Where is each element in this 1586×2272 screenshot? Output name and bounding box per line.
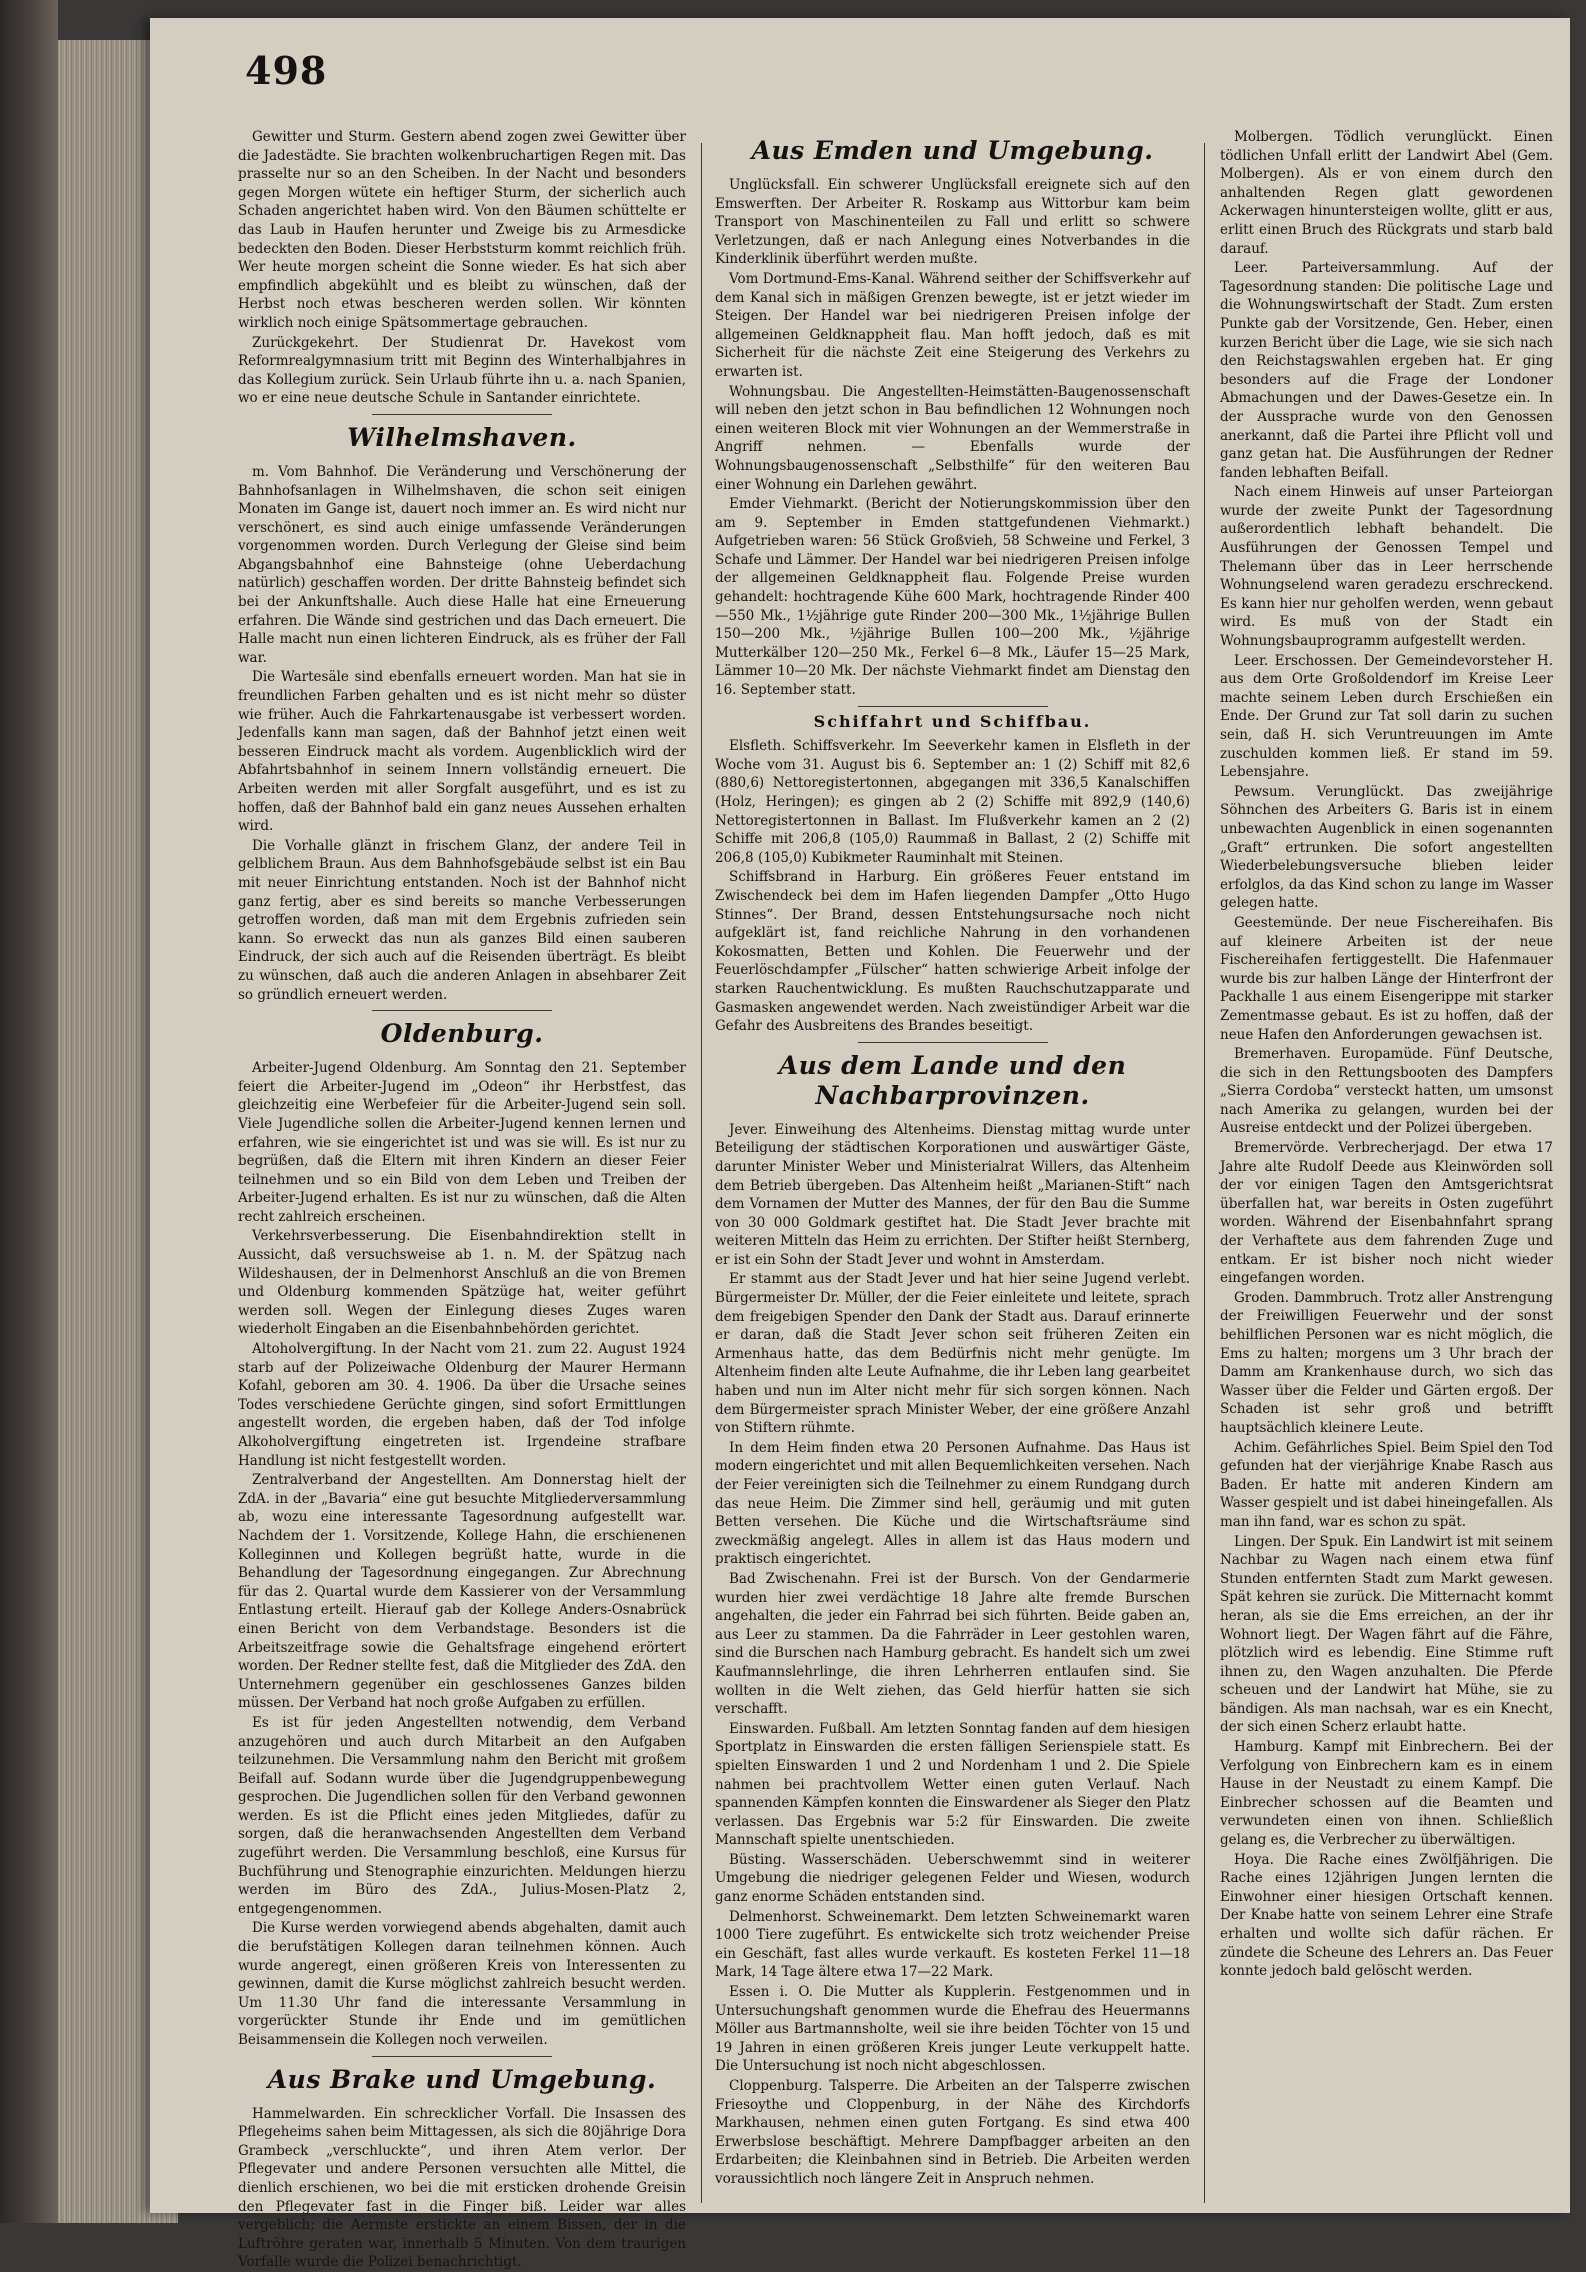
section-heading: Wilhelmshaven. [347, 422, 577, 452]
section-heading: Aus Brake und Umgebung. [267, 2064, 657, 2094]
article: Molbergen. Tödlich verunglückt. Einen tödlichen Unfall erlitt der Landwirt Abel (Gem. Molbergen). Als er von einem durch den anhaltenden Regen glatt gewordenen Ackerwagen hinuntersteigen wollte, glitt er aus, erlitt einen Bruch des Rückgrats und starb bald darauf. [1220, 129, 1553, 257]
article: Zentralverband der Angestellten. Am Donnerstag hielt der ZdA. in der „Bavaria“ eine gut besuchte Mitgliederversammlung ab, wozu eine interessante Tagesordnung aufgestellt war. Nachdem der 1. Vorsitzende, Kollege Hahn, die erschienenen Kolleginnen und Kollegen begrüßt hatte, wurde in die Behandlung der Tagesordnung eingegangen. Zur Abrechnung für das 2. Quartal wurde dem Kassierer von der Versammlung Entlastung erteilt. Hierauf gab der Kollege Anders-Osnabrück einen Bericht von dem Verbandstage. Besonders ist die Arbeitszeitfrage sowie die Gehaltsfrage eingehend erörtert worden. Der Redner stellte fest, daß die Mitglieder des ZdA. den Unternehmern gegenüber ein geschlossenes Ganzes bilden müssen. Der Verband hat noch große Aufgaben zu erfüllen. [238, 1472, 686, 1712]
article: Pewsum. Verunglückt. Das zweijährige Söhnchen des Arbeiters G. Baris ist in einem unbewachten Augenblick in einen sogenannten „Graft“ ertrunken. Die sofort angestellten Wiederbelebungsversuche blieben leider erfolglos, da das Kind schon zu lange im Wasser gelegen hatte. [1220, 783, 1553, 912]
article: Hamburg. Kampf mit Einbrechern. Bei der Verfolgung von Einbrechern kam es in einem Hause in der Neustadt zu einem Kampf. Die Einbrecher schossen auf die Beamten und verwundeten einen von ihnen. Schließlich gelang es, die Verbrecher zu überwältigen. [1220, 1739, 1553, 1849]
article: Die Kurse werden vorwiegend abends abgehalten, damit auch die berufstätigen Kollegen daran teilnehmen können. Auch wurde angeregt, einen größeren Kreis von Interessenten zu gewinnen, damit die Kurse möglichst zahlreich besucht werden. Um 11.30 Uhr fand die interessante Versammlung in vorgerückter Stunde ihr Ende und im gemütlichen Beisammensein die Kollegen noch verweilen. [238, 1920, 686, 2048]
article: Hammelwarden. Ein schrecklicher Vorfall. Die Insassen des Pflegeheims sahen beim Mittagessen, als sich die 80jährige Dora Grambeck „verschluckte“, und ihren Atem verlor. Der Pflegevater und andere Personen versuchten alle Mittel, die dienlich erschienen, wo bei die mit ersticken drohende Greisin den Pflegevater fast in die Finger biß. Leider war alles vergeblich; die Aermste erstickte an einem Bissen, der in die Luftröhre geraten war, innerhalb 5 Minuten. Von dem traurigen Vorfalle wurde die Polizei benachrichtigt. [238, 2105, 686, 2271]
divider [372, 1010, 551, 1011]
article: Verkehrsverbesserung. Die Eisenbahndirektion stellt in Aussicht, daß versuchsweise ab 1. n. M. der Spätzug nach Wildeshausen, der in Delmenhorst Anschluß an die von Bremen und Oldenburg kommenden Spätzüge hat, weiter geführt werden soll. Wegen der Einlegung dieses Zuges waren wiederholt Eingaben an die Eisenbahnbehörden gerichtet. [238, 1228, 686, 1338]
article: Es ist für jeden Angestellten notwendig, dem Verband anzugehören und auch durch Mitarbeit an den Aufgaben teilzunehmen. Die Versammlung nahm den Bericht mit großem Beifall auf. Sodann wurde über die Jugendgruppenbewegung gesprochen. Die Jugendlichen sollen für den Verband gewonnen werden. Es ist die Pflicht eines jeden Mitgliedes, dafür zu sorgen, daß die heranwachsenden Angestellten dem Verband zugeführt werden. Die Versammlung beschloß, eine Kursus für Buchführung und Stenographie einzurichten. Meldungen hierzu werden im Büro des ZdA., Julius-Mosen-Platz 2, entgegengenommen. [238, 1714, 686, 1917]
section-heading: Aus dem Lande und den Nachbarprovinzen. [778, 1050, 1127, 1110]
book-binding [0, 0, 58, 2223]
article: Jever. Einweihung des Altenheims. Dienstag mittag wurde unter Beteiligung der städtischen Korporationen und auswärtiger Gäste, darunter Minister Weber und Ministerialrat Willers, das Altenheim dem Betrieb übergeben. Das Altenheim heißt „Marianen-Stift“ nach dem Vornamen der Mutter des Mannes, der für den Bau die Summe von 30 000 Goldmark gestiftet hat. Die Stadt Jever brachte mit weiteren Mitteln das Heim zu errichten. Der Stifter heißt Sternberg, er ist ein Sohn der Stadt Jever und wohnt in Amsterdam. [715, 1121, 1190, 1268]
article: Vom Dortmund-Ems-Kanal. Während seither der Schiffsverkehr auf dem Kanal sich in mäßigen Grenzen bewegte, ist er jetzt wieder im Steigen. Der Handel war bei niedrigeren Preisen infolge der allgemeinen Geldknappheit flau. Man hofft jedoch, daß es mit Sicherheit für die nächste Zeit eine Steigerung des Verkehrs zu erwarten ist. [715, 270, 1190, 380]
article: Elsfleth. Schiffsverkehr. Im Seeverkehr kamen in Elsfleth in der Woche vom 31. August bis 6. September an: 1 (2) Schiff mit 82,6 (880,6) Nettoregistertonnen, abgegangen mit 336,5 Kanalschiffen (Holz, Heringen); es gingen ab 2 (2) Schiffe mit 892,9 (140,6) Nettoregistertonnen in Ballast. Im Flußverkehr kamen an 2 (2) Schiffe mit 206,8 (105,0) Raummaß in Ballast, 2 (2) Schiffe mit 206,8 (105,0) Kubikmeter Rauminhalt mit Steinen. [715, 738, 1190, 866]
article: Zurückgekehrt. Der Studienrat Dr. Havekost vom Reformrealgymnasium tritt mit Beginn des Winterhalbjahres in das Kollegium zurück. Sein Urlaub führte ihn u. a. nach Spanien, wo er eine neue deutsche Schule in Santander einrichtete. [238, 334, 686, 407]
column-rule [701, 143, 702, 2203]
column-rule [1204, 143, 1205, 2203]
article: Bad Zwischenahn. Frei ist der Bursch. Von der Gendarmerie wurden hier zwei verdächtige 18 Jahre alte fremde Burschen angehalten, die jeder ein Fahrrad bei sich führten. Beide gaben an, aus Leer zu stammen. Da die Fahrräder in Leer gestohlen waren, sind die Burschen nach Hamburg gebracht. Es handelt sich um zwei Kaufmannslehrlinge, die ihren Lehrherren entlaufen sind. Sie wollten in die Welt ziehen, das Geld hierfür hatten sie sich verschafft. [715, 1570, 1190, 1718]
section-heading: Oldenburg. [380, 1019, 544, 1049]
article: Emder Viehmarkt. (Bericht der Notierungskommission über den am 9. September in Emden stattgefundenen Viehmarkt.) Aufgetrieben waren: 56 Stück Großvieh, 58 Schweine und Ferkel, 3 Schafe und Lämmer. Der Handel war bei niedrigeren Preisen infolge der allgemeinen Geldknappheit flau. Folgende Preise wurden gehandelt: hochtragende Kühe 600 Mark, hochtragende Rinder 400—550 Mk., 1½jährige gute Rinder 200—300 Mk., 1½jährige Bullen 150—200 Mk., ½jährige Bullen 100—200 Mk., ½jährige Mutterkälber 120—250 Mk., Ferkel 6—8 Mk., Läufer 15—25 Mark, Lämmer 10—20 Mk. Der nächste Viehmarkt findet am Dienstag den 16. September statt. [715, 496, 1190, 699]
article: Nach einem Hinweis auf unser Parteiorgan wurde der zweite Punkt der Tagesordnung außerordentlich lebhaft behandelt. Die Ausführungen der Genossen Tempel und Thelemann über das in Leer herrschende Wohnungselend waren geradezu erschreckend. Es kann hier nur geholfen werden, wenn gebaut wird. Es muß von der Stadt ein Wohnungsbauprogramm aufgestellt werden. [1220, 484, 1553, 650]
page-number: 498 [245, 48, 328, 93]
article: Leer. Parteiversammlung. Auf der Tagesordnung standen: Die politische Lage und die Wohnungswirtschaft der Stadt. Zum ersten Punkte gab der Vorsitzende, Gen. Heber, einen kurzen Bericht über die Lage, wie sie sich nach den Reichstagswahlen ergeben hat. Er ging besonders auf die Frage der Londoner Abmachungen und der Dawes-Gesetze ein. In der Aussprache wurde von den Genossen anerkannt, daß die Partei ihre Pflicht voll und ganz getan hat. Die Ausführungen der Redner fanden lebhaften Beifall. [1220, 260, 1553, 481]
article: Wohnungsbau. Die Angestellten-Heimstätten-Baugenossenschaft will neben den jetzt schon in Bau befindlichen 12 Wohnungen noch einen weiteren Block mit vier Wohnungen an der Wemmerstraße in Angriff nehmen. — Ebenfalls wurde der Wohnungsbaugenossenschaft „Selbsthilfe“ für den weiteren Bau einer Wohnung ein Darlehen gewährt. [715, 383, 1190, 493]
article: Hoya. Die Rache eines Zwölfjährigen. Die Rache eines 12jährigen Jungen lernten die Einwohner einer hiesigen Ortschaft kennen. Der Knabe hatte von seinem Lehrer eine Strafe erhalten und wollte sich dafür rächen. Er zündete die Scheune des Lehrers an. Das Feuer konnte jedoch bald gelöscht werden. [1220, 1851, 1553, 1980]
article: m. Vom Bahnhof. Die Veränderung und Verschönerung der Bahnhofsanlagen in Wilhelmshaven, die schon seit einigen Monaten im Gange ist, dauert noch immer an. Es wird nicht nur verschönert, es sind auch einige umfassende Veränderungen vorgenommen worden. Durch Verlegung der Gleise sind beim Abgangsbahnhof eine Bahnsteige (ohne Ueberdachung natürlich) geschaffen worden. Der dritte Bahnsteig befindet sich bei der Ankunftshalle. Auch diese Halle hat eine Erneuerung erfahren. Die Wände sind gestrichen und das Dach erneuert. Die Halle macht nun einen lichteren Eindruck, als es früher der Fall war. [238, 463, 686, 666]
article: Altoholvergiftung. In der Nacht vom 21. zum 22. August 1924 starb auf der Polizeiwache Oldenburg der Maurer Hermann Kofahl, geboren am 30. 4. 1906. Da über die Ursache seines Todes verschiedene Gerüchte gingen, sind sofort Ermittlungen angestellt worden, die ergeben haben, daß der Tod infolge Alkoholvergiftung eingetreten ist. Irgendeine strafbare Handlung ist nicht festgestellt worden. [238, 1341, 686, 1469]
article: Unglücksfall. Ein schwerer Unglücksfall ereignete sich auf den Emswerften. Der Arbeiter R. Roskamp aus Wittorbur kam beim Transport von Maschinenteilen zu Fall und erlitt so schwere Verletzungen, daß er nach Anlegung eines Notverbandes in die Kinderklinik überführt werden mußte. [715, 177, 1190, 268]
article: Die Wartesäle sind ebenfalls erneuert worden. Man hat sie in freundlichen Farben gehalten und es ist nicht mehr so düster wie früher. Auch die Fahrkartenausgabe ist verbessert worden. Jedenfalls kann man sagen, daß der Bahnhof jetzt einen weit besseren Eindruck macht als vordem. Augenblicklich wird der Abfahrtsbahnhof in seinem Innern vollständig erneuert. Die Arbeiten werden mit aller Sorgfalt ausgeführt, und es ist zu hoffen, daß der Bahnhof bald ein ganz neues Aussehen erhalten wird. [238, 669, 686, 835]
article: Bremerhaven. Europamüde. Fünf Deutsche, die sich in den Rettungsbooten des Dampfers „Sierra Cordoba“ versteckt hatten, um umsonst nach Amerika zu gelangen, wurden bei der Ausreise entdeckt und der Polizei übergeben. [1220, 1046, 1553, 1137]
article: Groden. Dammbruch. Trotz aller Anstrengung der Freiwilligen Feuerwehr und der sonst behilflichen Personen war es nicht möglich, die Ems zu halten; morgens um 3 Uhr brach der Damm am Krankenhause durch, wo sich das Wasser über die Felder und Gärten ergoß. Der Schaden ist sehr groß und betrifft hauptsächlich kleinere Leute. [1220, 1289, 1553, 1436]
article: Delmenhorst. Schweinemarkt. Dem letzten Schweinemarkt waren 1000 Tiere zugeführt. Es entwickelte sich trotz weichender Preise ein Geschäft, fast alles wurde verkauft. Es kosteten Ferkel 11—18 Mark, 14 Tage ältere etwa 17—22 Mark. [715, 1908, 1190, 1981]
article: Achim. Gefährliches Spiel. Beim Spiel den Tod gefunden hat der vierjährige Knabe Rasch aus Baden. Er hatte mit anderen Kindern am Wasser gespielt und ist dabei hineingefallen. Als man ihn fand, war es schon zu spät. [1220, 1439, 1553, 1530]
column-1 [238, 128, 686, 2271]
article: Büsting. Wasserschäden. Ueberschwemmt sind in weiterer Umgebung die niedriger gelegenen Felder und Wiesen, wodurch ganz enorme Schäden entstanden sind. [715, 1851, 1190, 1906]
divider [372, 414, 551, 415]
article: Essen i. O. Die Mutter als Kupplerin. Festgenommen und in Untersuchungshaft genommen wurde die Ehefrau des Heuermanns Möller aus Bartmannsholte, weil sie ihre beiden Töchter von 15 und 19 Jahren in einen größeren Kreis junger Leute verkuppelt hatte. Die Untersuchung ist noch nicht abgeschlossen. [715, 1984, 1190, 2075]
article: Gewitter und Sturm. Gestern abend zogen zwei Gewitter über die Jadestädte. Sie brachten wolkenbruchartigen Regen mit. Das prasselte nur so an den Scheiben. In der Nacht und besonders gegen Morgen wütete ein heftiger Sturm, der sicherlich auch Schaden angerichtet haben wird. Von den Bäumen schüttelte er das Laub in Haufen herunter und Zweige bis zu Armesdicke bedeckten den Boden. Dieser Herbststurm kommt reichlich früh. Wer heute morgen scheint die Sonne wieder. Es hat sich aber empfindlich abgekühlt und es bleibt zu wünschen, daß der Herbst noch etwas bescheren werden sollen. Wir könnten wirklich noch einige Spätsommertage gebrauchen. [238, 129, 686, 331]
article: Arbeiter-Jugend Oldenburg. Am Sonntag den 21. September feiert die Arbeiter-Jugend im „Odeon“ ihr Herbstfest, das gleichzeitig eine Werbefeier für die Arbeiter-Jugend sein soll. Viele Jugendliche sollen die Arbeiter-Jugend kennen lernen und erfahren, wie sie eingerichtet ist und was sie will. Es ist nur zu begrüßen, daß die Eltern mit ihren Kindern an dieser Feier teilnehmen und so ein Bild von dem Leben und Treiben der Arbeiter-Jugend erhalten. Es ist nur zu wünschen, daß die Alten recht zahlreich erscheinen. [238, 1060, 686, 1225]
article: Geestemünde. Der neue Fischereihafen. Bis auf kleinere Arbeiten ist der neue Fischereihafen fertiggestellt. Die Hafenmauer wurde bis zur halben Länge der Hinterfront der Packhalle 1 aus einem Eisengerippe mit starker Zementmasse gebaut. Es ist zu hoffen, daß der neue Hafen den Anforderungen gewachsen ist. [1220, 914, 1553, 1043]
article: Einswarden. Fußball. Am letzten Sonntag fanden auf dem hiesigen Sportplatz in Einswarden die ersten fälligen Serienspiele statt. Es spielten Einswarden 1 und 2 und Nordenham 1 und 2. Die Spiele nahmen bei prachtvollem Wetter einen guten Verlauf. Nach spannenden Kämpfen konnten die Einswardener als Sieger den Platz verlassen. Das Ergebnis war 5:2 für Einswarden. Die zweite Mannschaft spielte unentschieden. [715, 1720, 1190, 1849]
article: Er stammt aus der Stadt Jever und hat hier seine Jugend verlebt. Bürgermeister Dr. Müller, der die Feier einleitete und leitete, sprach dem freigebigen Spender den Dank der Stadt aus. Darauf erinnerte er daran, daß die Stadt Jever schon seit früheren Zeiten ein Armenhaus hatte, das dem Bedürfnis nicht mehr genügte. Im Altenheim finden alte Leute Aufnahme, die ihr Leben lang gearbeitet haben und nun im Alter nicht mehr für sich sorgen können. Nach dem Bürgermeister sprach Minister Weber, der eine größere Anzahl von Stiftern rühmte. [715, 1271, 1190, 1437]
article: Leer. Erschossen. Der Gemeindevorsteher H. aus dem Orte Großoldendorf im Kreise Leer machte seinem Leben durch Erschießen ein Ende. Der Grund zur Tat soll darin zu suchen sein, daß H. sich Veruntreuungen im Amte zuschulden kommen ließ. Er stand im 59. Lebensjahre. [1220, 652, 1553, 781]
article: Lingen. Der Spuk. Ein Landwirt ist mit seinem Nachbar zu Wagen nach einem etwa fünf Stunden entfernten Stadt zum Markt gewesen. Spät kehren sie zurück. Die Mitternacht kommt heran, als sie die Ems erreichen, an der ihr Wohnort liegt. Der Wagen fährt auf die Fähre, plötzlich wird es lebendig. Eine Stimme ruft ihnen zu, den Wagen anzuhalten. Die Pferde scheuen und der Landwirt hat Mühe, sie zu bändigen. Als man nachsah, war es ein Knecht, der sich einen Scherz erlaubt hatte. [1220, 1533, 1553, 1736]
article: In dem Heim finden etwa 20 Personen Aufnahme. Das Haus ist modern eingerichtet und mit allen Bequemlichkeiten versehen. Nach der Feier vereinigten sich die Teilnehmer zu einem Rundgang durch das neue Heim. Die Zimmer sind hell, geräumig und mit guten Betten versehen. Die Küche und die Wirtschaftsräume sind zweckmäßig angelegt. Alles in allem ist das Haus modern und praktisch eingerichtet. [715, 1439, 1190, 1568]
article: Cloppenburg. Talsperre. Die Arbeiten an der Talsperre zwischen Friesoythe und Cloppenburg, in der Nähe des Kirchdorfs Markhausen, nehmen einen guten Fortgang. Es sind etwa 400 Erwerbslose beschäftigt. Mehrere Dampfbagger arbeiten an den Erdarbeiten; die Kleinbahnen sind in Betrieb. Die Arbeiten werden voraussichtlich noch längere Zeit in Anspruch nehmen. [715, 2078, 1190, 2187]
article: Schiffsbrand in Harburg. Ein größeres Feuer entstand im Zwischendeck bei dem im Hafen liegenden Dampfer „Otto Hugo Stinnes“. Der Brand, dessen Entstehungsursache noch nicht aufgeklärt ist, fand reichliche Nahrung in den vorhandenen Kokosmatten, Betten und Kohlen. Die Feuerwehr und der Feuerlöschdampfer „Fülscher“ hatten schwierige Arbeit infolge der starken Rauchentwicklung. Es mußten Rauchschutzapparate und Gasmasken angewendet werden. Nach zweistündiger Arbeit war die Gefahr des Ausbreitens des Brandes beseitigt. [715, 869, 1190, 1035]
section-heading: Aus Emden und Umgebung. [751, 136, 1154, 165]
divider [858, 706, 1048, 707]
newspaper-page [150, 18, 1570, 2271]
divider [858, 1042, 1048, 1043]
article: Die Vorhalle glänzt in frischem Glanz, der andere Teil in gelblichem Braun. Aus dem Bahnhofsgebäude selbst ist ein Bau mit neuer Einrichtung entstanden. Noch ist der Bahnhof nicht ganz fertig, aber es sind bereits so manche Verbesserungen getroffen worden, daß man mit dem Ergebnis zufrieden sein kann. So erweckt das nun als ganzes Bild einen sauberen Eindruck, der sich auch auf die Reisenden überträgt. Es bleibt zu wünschen, daß auch die anderen Anlagen in absehbarer Zeit so gründlich erneuert werden. [238, 837, 686, 1003]
column-3 [1220, 128, 1553, 2208]
divider [372, 2056, 551, 2057]
column-2 [715, 128, 1190, 2208]
section-heading: Schiffahrt und Schiffbau. [813, 711, 1092, 731]
article: Bremervörde. Verbrecherjagd. Der etwa 17 Jahre alte Rudolf Deede aus Kleinwörden soll der vor einigen Tagen den Amtsgerichtsrat überfallen hat, war bereits in Osten zugeführt worden. Während der Eisenbahnfahrt sprang der Verhaftete aus dem fahrenden Zuge und entkam. Er ist bisher noch nicht wieder eingefangen worden. [1220, 1140, 1553, 1287]
